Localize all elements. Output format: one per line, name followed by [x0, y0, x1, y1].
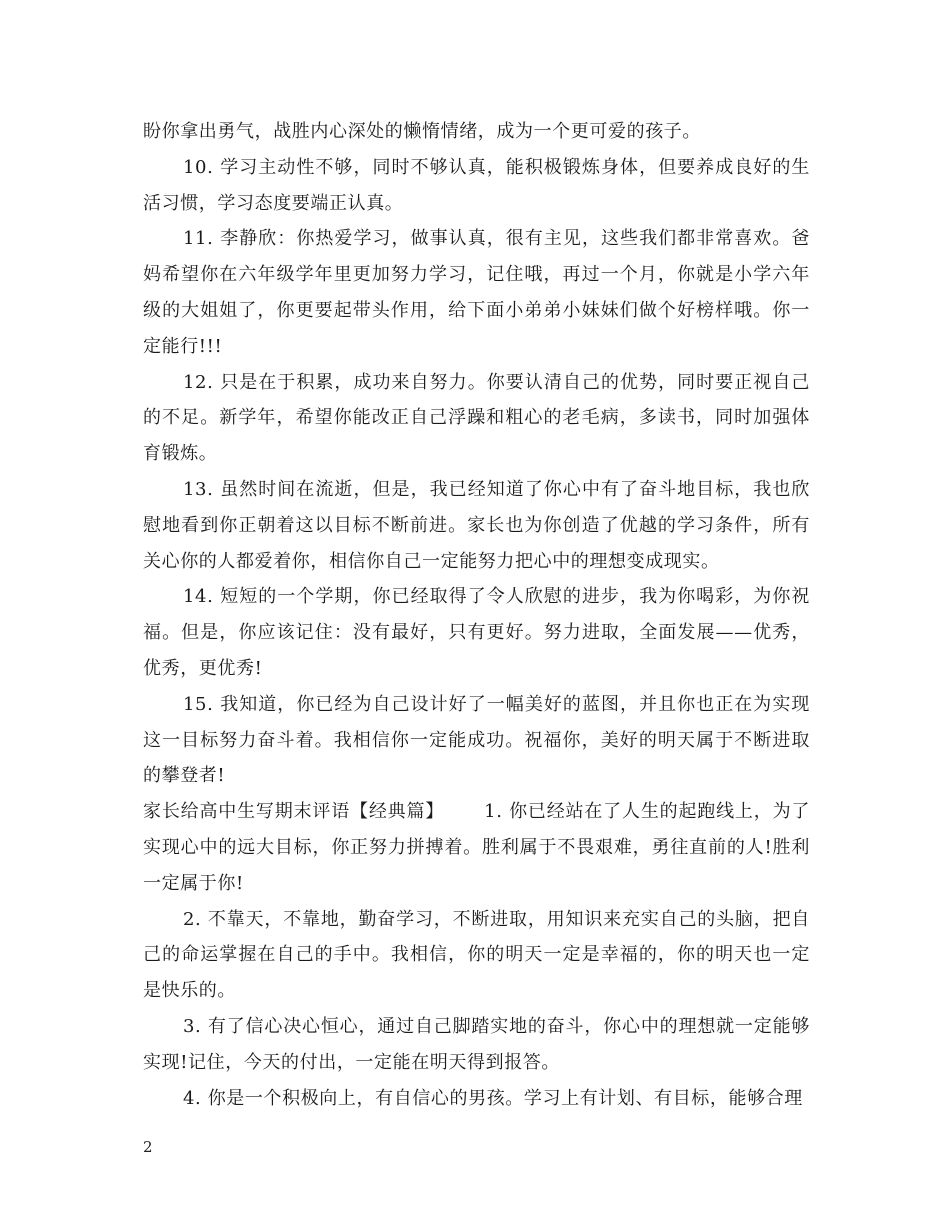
- page-number: 2: [143, 1138, 153, 1156]
- paragraph-item-11: 11. 李静欣：你热爱学习，做事认真，很有主见，这些我们都非常喜欢。爸妈希望你在六年级学年里更加努力学习，记住哦，再过一个月，你就是小学六年级的大姐姐了，你更要起带头作用，给下面小弟弟小妹妹们做个好榜样哦。你一定能行!!!: [143, 228, 810, 357]
- paragraph-item-2: 2. 不靠天，不靠地，勤奋学习，不断进取，用知识来充实自己的头脑，把自己的命运掌握在自己的手中。我相信，你的明天一定是幸福的，你的明天也一定是快乐的。: [143, 908, 810, 1002]
- section-heading-paragraph: [143, 794, 810, 901]
- section-heading: 家长给高中生写期末评语【经典篇】: [143, 801, 445, 823]
- section-first-item: 1. 你已经站在了人生的起跑线上，为了实现心中的远大目标，你正努力拼搏着。胜利属于不畏艰难，勇往直前的人!胜利一定属于你!: [143, 801, 810, 894]
- paragraph-continuation: 盼你拿出勇气，战胜内心深处的懒惰情绪，成为一个更可爱的孩子。: [143, 121, 701, 142]
- paragraph-item-10: 10. 学习主动性不够，同时不够认真，能积极锻炼身体，但要养成良好的生活习惯，学习态度要端正认真。: [143, 156, 810, 214]
- paragraph-item-12: 12. 只是在于积累，成功来自努力。你要认清自己的优势，同时要正视自己的不足。新学年，希望你能改正自己浮躁和粗心的老毛病，多读书，同时加强体育锻炼。: [143, 371, 810, 465]
- paragraph-item-4: 4. 你是一个积极向上，有自信心的男孩。学习上有计划、有目标，能够合理: [183, 1087, 803, 1109]
- paragraph-item-3: 3. 有了信心决心恒心，通过自己脚踏实地的奋斗，你心中的理想就一定能够实现!记住，今天的付出，一定能在明天得到报答。: [143, 1015, 810, 1073]
- paragraph-item-14: 14. 短短的一个学期，你已经取得了令人欣慰的进步，我为你喝彩，为你祝福。但是，你应该记住：没有最好，只有更好。努力进取，全面发展——优秀，优秀，更优秀!: [143, 586, 810, 679]
- paragraph-item-13: 13. 虽然时间在流逝，但是，我已经知道了你心中有了奋斗地目标，我也欣慰地看到你正朝着这以目标不断前进。家长也为你创造了优越的学习条件，所有关心你的人都爱着你，相信你自己一定能努力把心中的理想变成现实。: [143, 478, 810, 572]
- paragraph-item-15: 15. 我知道，你已经为自己设计好了一幅美好的蓝图，并且你也正在为实现这一目标努力奋斗着。我相信你一定能成功。祝福你，美好的明天属于不断进取的攀登者!: [143, 693, 810, 787]
- document-body: [143, 114, 810, 1116]
